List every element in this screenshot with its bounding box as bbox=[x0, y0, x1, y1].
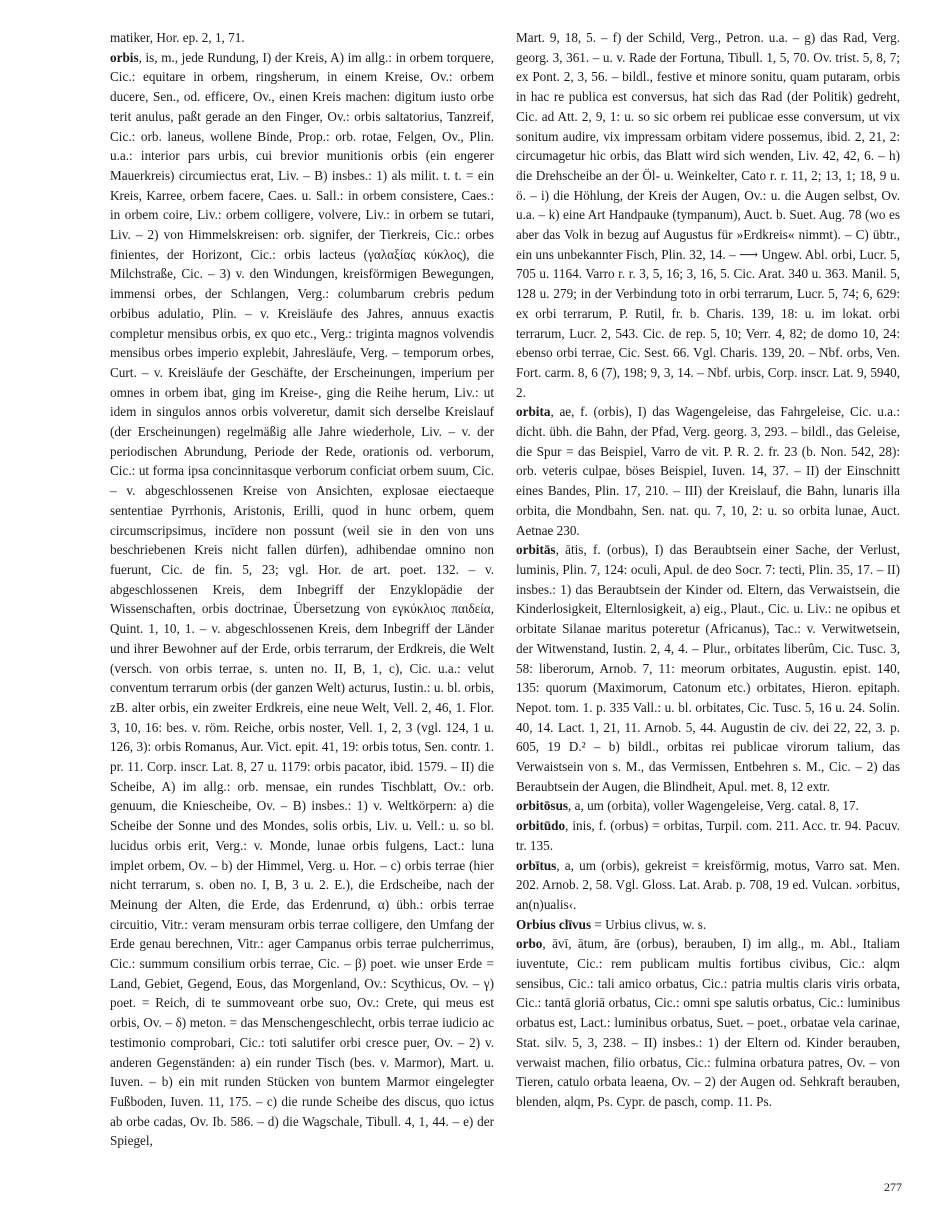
entry-headword: orbītus bbox=[516, 857, 557, 873]
left-column bbox=[110, 28, 494, 1151]
entry-text: matiker, Hor. ep. 2, 1, 71. bbox=[110, 30, 245, 45]
entry-text: , is, m., jede Rundung, I) der Kreis, A) im allg.: in orbem torquere, Cic.: equitare in orbem, ringsherum, in einem Kreise, Ov.: orbem ducere, Sen., od. efficere, Ov., einen Kreis machen: digitum iusto orbe terit anulus, paßt gerade an den Finger, Ov.: orbis saltatorius, Tanzreif, Cic.: orb. laneus, wollene Binde, Prop.: orb. rotae, Felgen, Ov., Plin. u.a.: interior pars urbis, cui brevior munitionis orbis (ein engerer Mauerkreis) circumiectus erat, Liv. – B) insbes.: 1) als milit. t. t. = ein Kreis, Karree, orbem facere, Caes. u. Sall.: in orbem consistere, Caes.: in orbem coire, Liv.: orbem colligere, volvere, Liv.: in orbem se tutari, Liv. – 2) von Himmelskreisen: orb. signifer, der Tierkreis, Cic.: orbes finientes, der Horizont, Cic.: orbis lacteus (γαλαξίας κύκλος), die Milchstraße, Cic. – 3) v. den Windungen, kreisförmigen Bewegungen, immensi orbes, der Schlangen, Verg.: columbarum crebris pedum orbibus adulatio, Plin. – v. Kreisläufe des Jahres, annuus exactis completur mensibus orbis, ex quo etc., Verg.: triginta magnos volvendis mensibus orbes imperio explebit, Jahresläufe, Verg. – temporum orbes, Curt. – v. Kreisläufe der Geschäfte, der Erscheinungen, imperium per omnes in orbem ibat, ging im Kreise-, ging die Reihe herum, Liv.: ut idem in singulos annos orbis volveretur, damit sich derselbe Kreislauf (der Erscheinungen) regelmäßig alle Jahre wiederhole, Liv. – v. der periodischen Abrundung, Periode der Rede, orationis od. verborum, Cic.: ut forma ipsa concinnitasque verborum conficiat orbem suum, Cic. – v. abgeschlossenen Kreise von Ansichten, explosae eiectaeque sententiae Pyrrhonis, Aristonis, Erilli, quod in hunc orbem, quem circumscripsimus, incīdere non possunt (weil sie in den von uns beschriebenen Kreis nicht fallen dürfen), adhibendae omnino non fuerunt, Cic. de fin. 5, 23; vgl. Hor. de art. poet. 132. – v. abgeschlossenen Kreis, dem Inbegriff der Enzyklopädie der Wissenschaften, orbis doctrinae, Übersetzung von εγκύκλιος παιδεία, Quint. 1, 10, 1. – v. abgeschlossenen Kreis, dem Inbegriff der Länder und ihrer Bewohner auf der Erde, orbis terrarum, der Erdkreis, die Welt (versch. von orbis terrae, s. unten no. II, B, 1, c), Cic. u.a.: velut conventum terrarum orbis (der ganzen Welt) acturus, Iustin.: u. bl. orbis, zB. alter orbis, ein zweiter Erdkreis, eine neue Welt, Vell. 2, 46, 1. Flor. 3, 10, 16: bes. v. röm. Reiche, orbis noster, Vell. 1, 2, 3 (vgl. 124, 1 u. 126, 3): orbis Romanus, Aur. Vict. epit. 41, 19: orbis totus, Sen. contr. 1. pr. 11. Corp. inscr. Lat. 8, 27 u. 1179: orbis pacator, ibid. 1579. – II) die Scheibe, A) im allg.: orb. mensae, ein rundes Tischblatt, Ov.: orb. genuum, die Kniescheibe, Ov. – B) insbes.: 1) v. Weltkörpern: a) die Scheibe der Sonne und des Mondes, solis orbis, Liv. u. Vell.: u. so bl. lucidus orbis erit, Verg.: v. Monde, lunae orbis fulgens, Lact.: luna implet orbem, Ov. – b) der Himmel, Verg. u. Hor. – c) orbis terrae (hier nicht terrarum, s. oben no. I, B, 3 u. 2. E.), die Erdscheibe, nach der Meinung der Alten, die Erde, das Erdenrund, α) übh.: orbis terrae circuitio, Vitr.: veram mensuram orbis terrae colligere, den Umfang der Erde genau berechnen, Vitr.: ager Campanus orbis terrae pulcherrimus, Cic.: summum consilium orbis terrae, Cic. – β) poet. wie unser Erde = Land, Gebiet, Gegend, Eous, das Morgenland, Ov.: Scythicus, Ov. – γ) poet. = Reich, di te summoveant orbe suo, Ov.: Crete, qui meus est orbis, Ov. – δ) meton. = das Menschengeschlecht, orbis terrae iudicio ac testimonio comprobari, Cic.: toti salutifer orbi cresce puer, Ov. – 2) v. anderen Gegenständen: a) ein runder Tisch (bes. v. Marmor), Mart. u. Iuven. – b) ein mit runden Stücken von buntem Marmor eingelegter Fußboden, Iuven. 11, 175. – c) die runde Scheibe des discus, quo ictus ab orbe cadas, Ov. Ib. 586. – d) die Wagschale, Tibull. 4, 1, 44. – e) der Spiegel, bbox=[110, 49, 494, 1149]
dictionary-entry bbox=[516, 796, 900, 816]
entry-text: Mart. 9, 18, 5. – f) der Schild, Verg., Petron. u.a. – g) das Rad, Verg. georg. 3, 361. – u. v. Rade der Fortuna, Tibull. 1, 5, 70. Ov. trist. 5, 8, 7; ex Pont. 2, 3, 56. – bildl., festive et minore sonitu, quam putaram, orbis in hac re publica est conversus, hat sich das Rad (der Politik) gedreht, Cic. ad Att. 2, 9, 1: u. so sic orbem rei publicae esse conversum, ut vix sonitum audire, vix impressam orbitam videre possemus, ibid. 2, 21, 2: circumagetur hic orbis, das Blatt wird sich wenden, Liv. 42, 42, 6. – h) die Drehscheibe an der Öl- u. Weinkelter, Cato r. r. 11, 2; 13, 1; 18, 9 u. ö. – i) die Höhlung, der Kreis der Augen, Ov.: u. die Augen selbst, Ov. u.a. – k) eine Art Handpauke (tympanum), Auct. b. Suet. Aug. 78 (wo es aber das Volk in bezug auf Augustus für »Erdkreis« nimmt). – C) übtr., ein uns unbekannter Fisch, Plin. 32, 14. – ⟶ Ungew. Abl. orbi, Lucr. 5, 705 u. 1164. Varro r. r. 3, 5, 16; 3, 16, 5. Cic. Arat. 340 u. 363. Manil. 5, 128 u. 279; in der Verbindung toto in orbi terrarum, Lucr. 5, 74; 6, 629: ex orbi terrarum, P. Rutil, fr. b. Charis. 139, 18: u. im lokat. orbi terrarum, Lucr. 2, 543. Cic. de rep. 5, 10; Verr. 4, 82; de domo 10, 24: ebenso orbi terrae, Cic. Sest. 66. Vgl. Charis. 139, 20. – Nbf. orbs, Ven. Fort. carm. 8, 6 (7), 198; 9, 3, 14. – Nbf. urbis, Corp. inscr. Lat. 9, 5940, 2. bbox=[516, 30, 900, 400]
dictionary-entry bbox=[516, 28, 900, 402]
entry-text: , a, um (orbis), gekreist = kreisförmig, motus, Varro sat. Men. 202. Arnob. 2, 58. Vgl. Gloss. Lat. Arab. p. 708, 19 ed. Vulcan. ›orbitus, an(n)ualis‹. bbox=[516, 857, 900, 912]
dictionary-entry bbox=[516, 402, 900, 540]
entry-headword: orbo bbox=[516, 936, 543, 952]
entry-text: , a, um (orbita), voller Wagengeleise, Verg. catal. 8, 17. bbox=[568, 798, 859, 814]
dictionary-entry bbox=[516, 915, 900, 935]
entry-text: , inis, f. (orbus) = orbitas, Turpil. com. 211. Acc. tr. 94. Pacuv. tr. 135. bbox=[516, 818, 900, 853]
entry-text: = Urbius clivus, w. s. bbox=[591, 916, 707, 932]
dictionary-entry bbox=[516, 934, 900, 1111]
dictionary-entry bbox=[516, 540, 900, 796]
dictionary-entry bbox=[110, 48, 494, 1151]
entry-headword: Orbius clīvus bbox=[516, 916, 592, 932]
entry-text: , āvī, ātum, āre (orbus), berauben, I) im allg., m. Abl., Italiam iuventute, Cic.: rem publicam multis fortibus civibus, Cic.: alqm sensibus, Cic.: tali amico orbatus, Cic.: patria multis claris viris orbata, Cic.: tantā gloriā orbatus, Cic.: omni spe salutis orbatus, Cic.: luminibus orbatus est, Lact.: luminibus orbatus, Suet. – poet., orbatae vela carinae, Stat. silv. 5, 3, 238. – II) insbes.: 1) der Eltern od. Kinder berauben, verwaist machen, filio orbatus, Cic.: fulmina orbatura patres, Ov. – von Tieren, catulo orbata leaena, Ov. – 2) der Augen od. Sehkraft berauben, blenden, alqm, Ps. Cypr. de pasch, comp. 11. Ps. bbox=[516, 936, 900, 1109]
dictionary-entry bbox=[110, 28, 494, 48]
entry-headword: orbitās bbox=[516, 542, 556, 558]
right-column bbox=[516, 28, 900, 1112]
page-number: 277 bbox=[884, 1180, 902, 1194]
entry-headword: orbis bbox=[110, 49, 139, 65]
dictionary-entry bbox=[516, 856, 900, 915]
dictionary-entry bbox=[516, 816, 900, 855]
entry-headword: orbitōsus bbox=[516, 798, 569, 814]
entry-text: , ae, f. (orbis), I) das Wagengeleise, das Fahrgeleise, Cic. u.a.: dicht. übh. die Bahn, der Pfad, Verg. georg. 3, 293. – bildl., das Geleise, die Spur = das Beispiel, Varro de vit. P. R. 2. fr. 23 (b. Non. 542, 28): orb. veteris culpae, böses Beispiel, Iuven. 14, 37. – II) der Einschnitt eines Bandes, Plin. 17, 210. – III) der Kreislauf, die Bahn, lunaris illa orbita, die Mondbahn, Sen. nat. qu. 7, 10, 2: u. so orbita lunae, Auct. Aetnae 230. bbox=[516, 404, 900, 538]
entry-text: , ātis, f. (orbus), I) das Beraubtsein einer Sache, der Verlust, luminis, Plin. 7, 124: oculi, Apul. de deo Socr. 7: tecti, Plin. 35, 17. – II) insbes.: 1) das Beraubtsein der Kinder od. Eltern, das Verwaistsein, die Kinderlosigkeit, Elternlosigkeit, a) eig., Plaut., Cic. u. Liv.: ne opibus et orbitate Silanae maritus poteretur (Africanus), Tac.: v. Verwitwetsein, der Witwenstand, Iustin. 2, 4, 4. – Plur., orbitates liberûm, Cic. Tusc. 3, 58: liberorum, Arnob. 7, 11: meorum orbitates, Augustin. epist. 140, 135: quorum (Maximorum, Catonum etc.) orbitates, Hieron. epitaph. Nepot. tom. 1. p. 335 Vall.: u. bl. orbitates, Cic. Tusc. 5, 16 u. 24. Solin. 40, 14. Lact. 1, 21, 11. Arnob. 5, 44. Augustin de civ. dei 22, 22, 3. p. 605, 19 D.² – b) bildl., orbitas rei publicae virorum talium, das Verwaistsein von s. M., das Vermissen, Entbehren s. M., Cic. – 2) das Beraubtsein der Augen, die Blindheit, Apul. met. 8, 12 extr. bbox=[516, 542, 900, 794]
entry-headword: orbita bbox=[516, 404, 551, 420]
entry-headword: orbitūdo bbox=[516, 818, 566, 834]
